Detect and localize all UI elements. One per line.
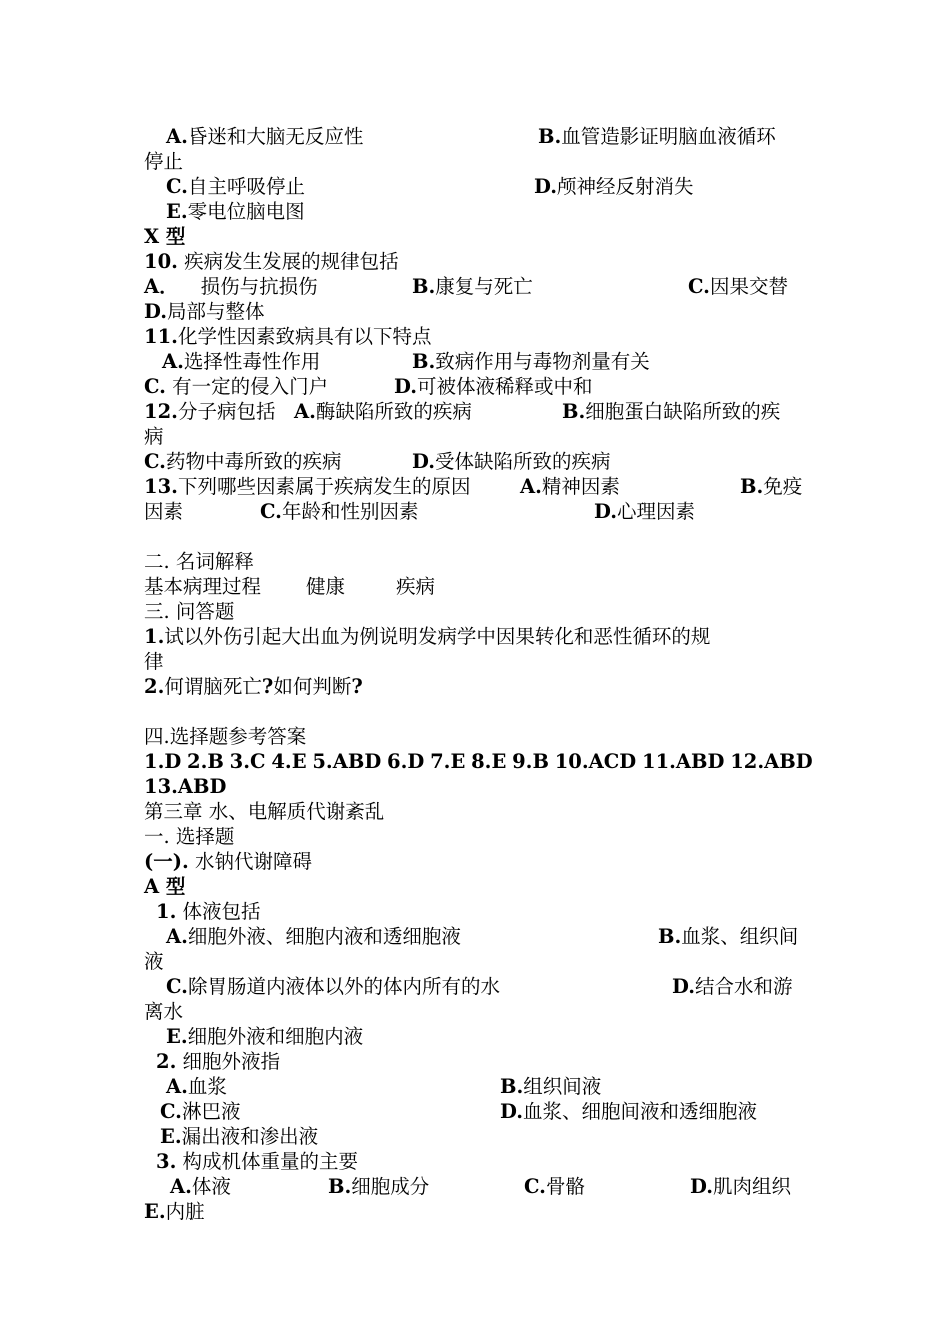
q9-option-e: E.零电位脑电图 — [166, 200, 305, 223]
q12-option-b-continued: 病 — [144, 425, 164, 448]
c3-q3-option-b: B.细胞成分 — [328, 1175, 430, 1198]
chapter-3-subsection: (一). 水钠代谢障碍 — [144, 850, 312, 873]
q11-option-c: C. 有一定的侵入门户 — [144, 375, 329, 398]
c3-q2-option-a: A.血浆 — [166, 1075, 227, 1098]
c3-q2-option-d: D.血浆、细胞间液和透细胞液 — [500, 1100, 758, 1123]
c3-q3-option-e: E.内脏 — [144, 1200, 205, 1223]
q13-stem: 13.下列哪些因素属于疾病发生的原因 — [144, 475, 471, 498]
q12-option-a: A.酶缺陷所致的疾病 — [294, 400, 472, 423]
qa-question-1-continued: 律 — [144, 650, 164, 673]
qa-heading: 三. 问答题 — [144, 600, 235, 623]
q10-stem: 10. 疾病发生发展的规律包括 — [144, 250, 399, 273]
q10-option-b: B.康复与死亡 — [412, 275, 533, 298]
c3-q1-option-e: E.细胞外液和细胞内液 — [166, 1025, 364, 1048]
q12-option-c: C.药物中毒所致的疾病 — [144, 450, 342, 473]
q9-option-d: D.颅神经反射消失 — [534, 175, 694, 198]
q13-option-d: D.心理因素 — [594, 500, 696, 523]
c3-q1-option-b-continued: 液 — [144, 950, 164, 973]
c3-q3-option-a: A.体液 — [170, 1175, 231, 1198]
chapter-3-title: 第三章 水、电解质代谢紊乱 — [144, 800, 385, 823]
q13-option-c: C.年龄和性别因素 — [260, 500, 419, 523]
c3-q1-stem: 1. 体液包括 — [156, 900, 261, 923]
q9-option-c: C.自主呼吸停止 — [166, 175, 305, 198]
qa-question-1: 1.试以外伤引起大出血为例说明发病学中因果转化和恶性循环的规 — [144, 625, 711, 648]
c3-q3-option-c: C.骨骼 — [524, 1175, 585, 1198]
c3-q3-stem: 3. 构成机体重量的主要 — [156, 1150, 359, 1173]
q10-option-d: D.局部与整体 — [144, 300, 265, 323]
c3-q1-option-c: C.除胃肠道内液体以外的体内所有的水 — [166, 975, 500, 998]
q12-stem: 12.分子病包括 — [144, 400, 276, 423]
c3-q1-option-b: B.血浆、组织间 — [658, 925, 799, 948]
x-type-label: X 型 — [144, 225, 186, 248]
terms-heading: 二. 名词解释 — [144, 550, 254, 573]
chapter-3-a-type: A 型 — [144, 875, 186, 898]
q13-option-b: B.免疫 — [740, 475, 803, 498]
q13-option-a: A.精神因素 — [520, 475, 620, 498]
c3-q2-stem: 2. 细胞外液指 — [156, 1050, 281, 1073]
q13-option-b-continued: 因素 — [144, 500, 184, 523]
q11-option-b: B.致病作用与毒物剂量有关 — [412, 350, 650, 373]
q10-option-a: A． 损伤与抗损伤 — [144, 275, 318, 298]
c3-q1-option-a: A.细胞外液、细胞内液和透细胞液 — [166, 925, 461, 948]
q12-option-b: B.细胞蛋白缺陷所致的疾 — [562, 400, 781, 423]
answers-heading: 四.选择题参考答案 — [144, 725, 307, 748]
q11-option-a: A.选择性毒性作用 — [162, 350, 321, 373]
term-health: 健康 — [306, 575, 346, 598]
q11-stem: 11.化学性因素致病具有以下特点 — [144, 325, 432, 348]
c3-q3-option-d: D.肌肉组织 — [690, 1175, 792, 1198]
chapter-3-section: 一. 选择题 — [144, 825, 235, 848]
c3-q2-option-c: C.淋巴液 — [160, 1100, 241, 1123]
q9-option-b: B.血管造影证明脑血液循环 — [538, 125, 776, 148]
term-basic-pathological-process: 基本病理过程 — [144, 575, 262, 598]
q12-option-d: D.受体缺陷所致的疾病 — [412, 450, 611, 473]
q11-option-d: D.可被体液稀释或中和 — [394, 375, 593, 398]
q9-option-b-continued: 停止 — [144, 150, 184, 173]
answers-line-2: 13.ABD — [144, 775, 227, 798]
q10-option-c: C.因果交替 — [688, 275, 788, 298]
c3-q2-option-b: B.组织间液 — [500, 1075, 602, 1098]
qa-question-2: 2.何谓脑死亡?如何判断? — [144, 675, 363, 698]
answers-line-1: 1.D 2.B 3.C 4.E 5.ABD 6.D 7.E 8.E 9.B 10.ACD 11.ABD 12.ABD — [144, 750, 813, 773]
q9-option-a: A.昏迷和大脑无反应性 — [166, 125, 364, 148]
c3-q1-option-d: D.结合水和游 — [672, 975, 793, 998]
c3-q1-option-d-continued: 离水 — [144, 1000, 184, 1023]
c3-q2-option-e: E.漏出液和渗出液 — [160, 1125, 319, 1148]
term-disease: 疾病 — [396, 575, 436, 598]
